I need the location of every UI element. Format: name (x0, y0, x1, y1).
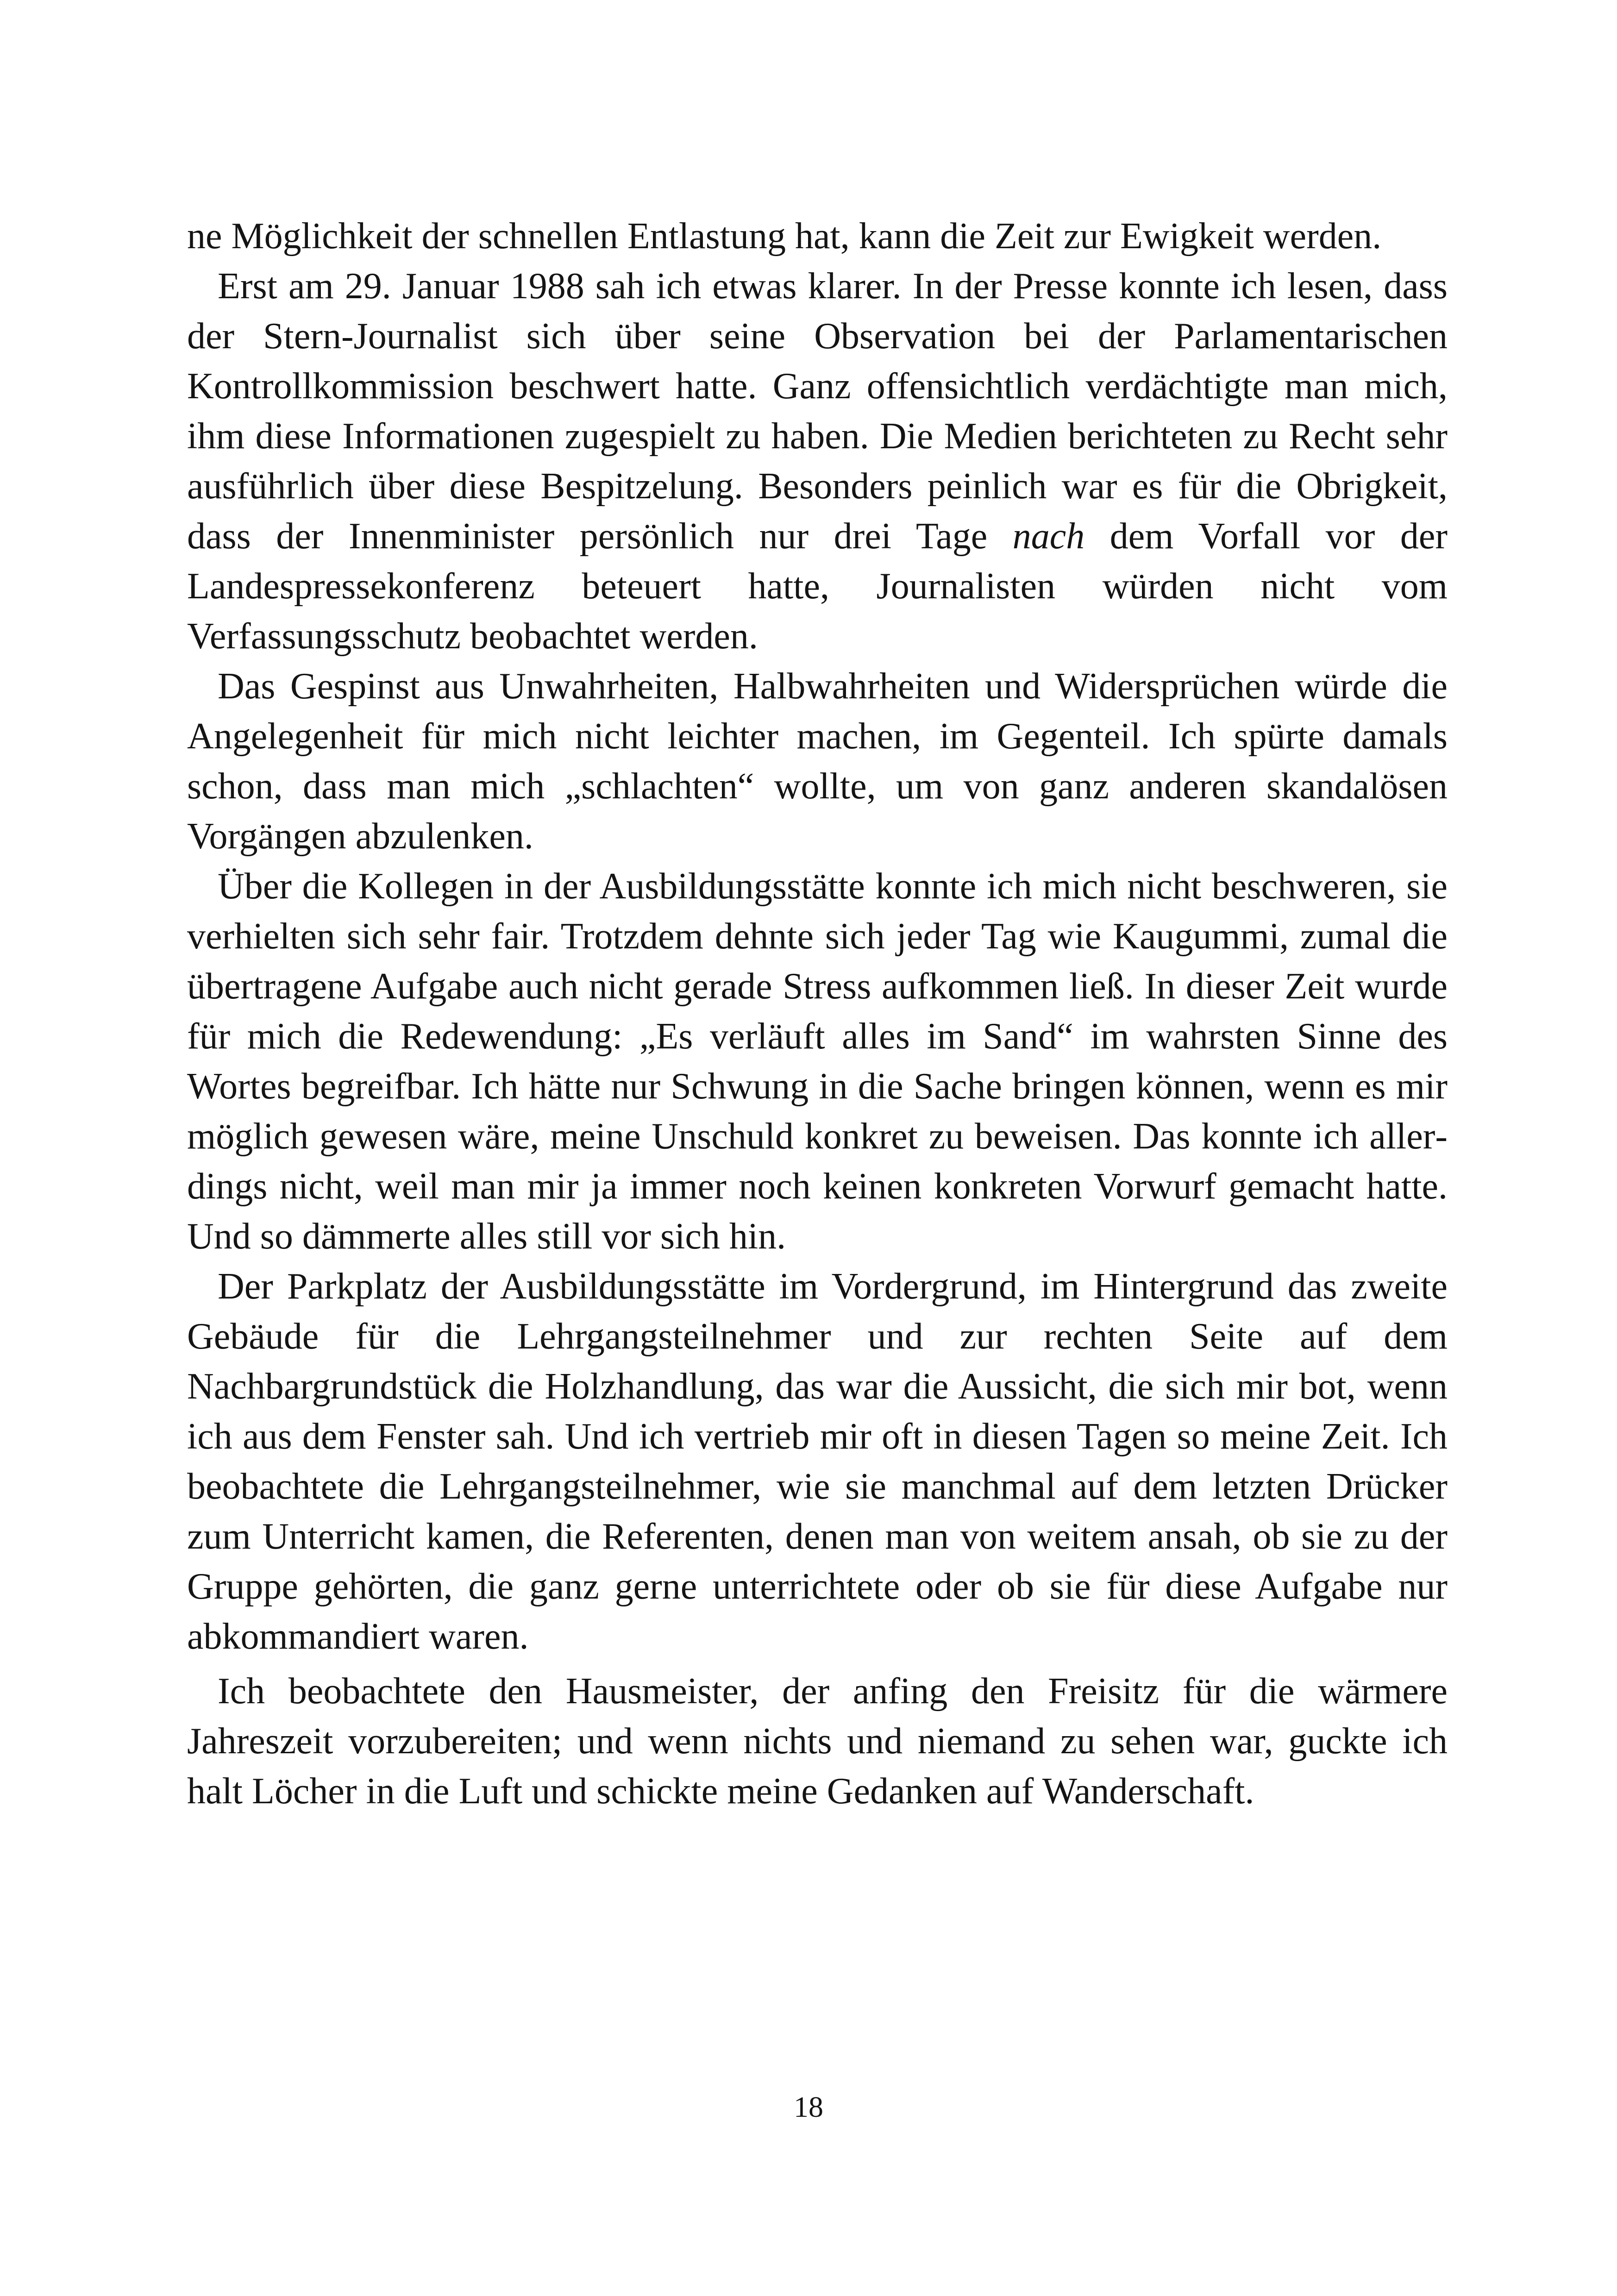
paragraph-2 (187, 261, 1448, 661)
paragraph-2-part-2: dem Vorfall vor der Landespressekonferenz beteuert hatte, Journalisten würden nicht vom Verfassungsschutz beobachtet werden. (187, 516, 1448, 657)
paragraph-4: Über die Kollegen in der Ausbildungsstätte konnte ich mich nicht beschweren, sie verhielten sich sehr fair. Trotzdem dehnte sich jeder Tag wie Kaugummi, zumal die übertragene Aufgabe auch nicht gerade Stress aufkommen ließ. In dieser Zeit wurde für mich die Redewendung: „Es verläuft alles im Sand“ im wahrsten Sinne des Wortes begreifbar. Ich hätte nur Schwung in die Sache bringen können, wenn es mir möglich gewesen wäre, meine Unschuld konkret zu beweisen. Das konnte ich allerdings nicht, weil man mir ja immer noch keinen konkreten Vorwurf gemacht hatte. Und so dämmerte alles still vor sich hin. (187, 866, 1448, 1257)
emphasis-nach: nach (1012, 516, 1085, 557)
paragraph-5: Der Parkplatz der Ausbildungsstätte im Vordergrund, im Hintergrund das zweite Gebäude für die Lehrgangsteilnehmer und zur rechten Seite auf dem Nachbargrundstück die Holzhandlung, das war die Aussicht, die sich mir bot, wenn ich aus dem Fenster sah. Und ich vertrieb mir oft in diesen Tagen so meine Zeit. Ich beobachtete die Lehrgangsteilnehmer, wie sie manchmal auf dem letzten Drücker zum Unterricht kamen, die Referenten, denen man von weitem ansah, ob sie zu der Gruppe gehörten, die ganz gerne unterrichtete oder ob sie für diese Aufgabe nur abkommandiert waren. (187, 1266, 1448, 1657)
paragraph-2-part-1: Erst am 29. Januar 1988 sah ich etwas klarer. In der Presse konnte ich lesen, dass der Stern-Journalist sich über seine Observation bei der Parlamentarischen Kontrollkommission beschwert hatte. Ganz offensichtlich verdächtigte man mich, ihm diese Informationen zugespielt zu haben. Die Medien berichteten zu Recht sehr ausführlich über diese Bespitzelung. Besonders peinlich war es für die Obrigkeit, dass der Innenminister persönlich nur drei Tage (187, 266, 1448, 557)
page-number: 18 (794, 2090, 823, 2123)
paragraph-1: ne Möglichkeit der schnellen Entlastung hat, kann die Zeit zur Ewigkeit werden. (187, 216, 1382, 257)
book-page-body (187, 211, 1448, 1816)
paragraph-3: Das Gespinst aus Unwahrheiten, Halbwahrheiten und Widersprüchen würde die Angelegenheit für mich nicht leichter machen, im Gegenteil. Ich spürte damals schon, dass man mich „schlachten“ wollte, um von ganz anderen skandalösen Vorgängen abzulenken. (187, 666, 1448, 857)
paragraph-6: Ich beobachtete den Hausmeister, der anfing den Freisitz für die wärmere Jahreszeit vorzubereiten; und wenn nichts und niemand zu sehen war, guckte ich halt Löcher in die Luft und schickte meine Gedanken auf Wanderschaft. (187, 1671, 1448, 1812)
